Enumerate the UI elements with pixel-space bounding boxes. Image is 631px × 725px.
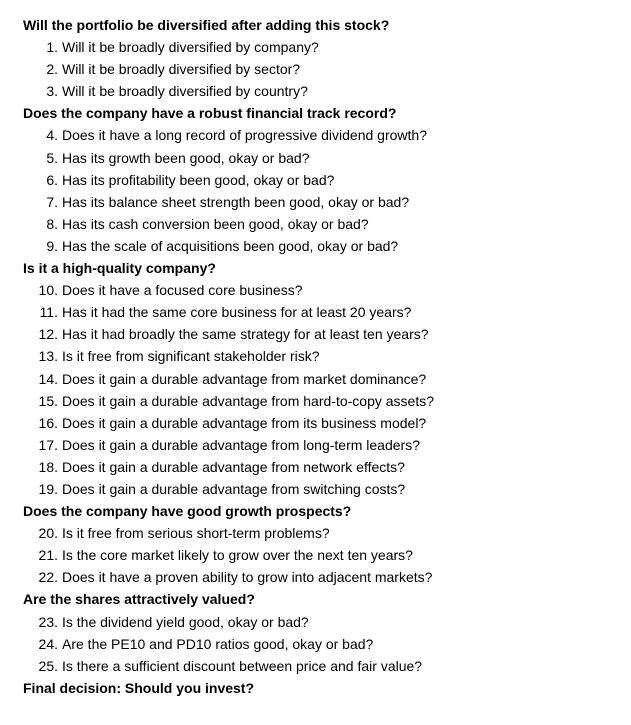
question-number: 1.: [46, 39, 58, 56]
question-item: [23, 412, 631, 434]
question-list: [23, 522, 631, 588]
question-text: Has it had broadly the same strategy for at least ten years?: [62, 326, 429, 343]
section-heading: Are the shares attractively valued?: [23, 591, 255, 608]
question-number: 8.: [46, 215, 58, 232]
question-text: Has its growth been good, okay or bad?: [62, 149, 310, 166]
question-list: [23, 36, 631, 102]
question-text: Does it have a focused core business?: [62, 282, 303, 299]
question-item: [23, 456, 631, 478]
question-text: Will it be broadly diversified by company?: [62, 39, 319, 56]
question-item: [23, 301, 631, 323]
question-item: [23, 191, 631, 213]
question-text: Does it gain a durable advantage from network effects?: [62, 458, 405, 475]
question-item: [23, 478, 631, 500]
question-text: Does it gain a durable advantage from its business model?: [62, 414, 427, 431]
question-item: [23, 345, 631, 367]
question-text: Does it gain a durable advantage from hard-to-copy assets?: [62, 392, 434, 409]
section-company-quality: [23, 257, 631, 500]
question-item: [23, 58, 631, 80]
question-text: Has its balance sheet strength been good, okay or bad?: [62, 193, 410, 210]
question-text: Is it free from significant stakeholder risk?: [62, 348, 320, 365]
question-text: Does it gain a durable advantage from market dominance?: [62, 370, 427, 387]
question-text: Does it gain a durable advantage from switching costs?: [62, 480, 406, 497]
final-decision-heading: Final decision: Should you invest?: [23, 679, 255, 696]
question-list: [23, 611, 631, 677]
question-number: 25.: [38, 657, 58, 674]
question-item: [23, 633, 631, 655]
question-number: 10.: [38, 282, 58, 299]
question-number: 16.: [38, 414, 58, 431]
question-number: 18.: [38, 458, 58, 475]
question-number: 19.: [38, 480, 58, 497]
question-text: Will it be broadly diversified by sector?: [62, 61, 301, 78]
question-item: [23, 213, 631, 235]
question-item: [23, 611, 631, 633]
question-number: 5.: [46, 149, 58, 166]
question-number: 4.: [46, 127, 58, 144]
question-item: [23, 124, 631, 146]
question-text: Is the core market likely to grow over the next ten years?: [62, 547, 413, 564]
question-item: [23, 36, 631, 58]
section-heading: Does the company have a robust financial track record?: [23, 105, 397, 122]
question-number: 12.: [38, 326, 58, 343]
question-item: [23, 147, 631, 169]
section-heading: Is it a high-quality company?: [23, 260, 216, 277]
question-text: Does it have a proven ability to grow into adjacent markets?: [62, 569, 433, 586]
question-text: Does it have a long record of progressive dividend growth?: [62, 127, 427, 144]
question-item: [23, 368, 631, 390]
question-text: Are the PE10 and PD10 ratios good, okay or bad?: [62, 635, 374, 652]
question-item: [23, 544, 631, 566]
section-heading: Does the company have good growth prospects?: [23, 503, 352, 520]
section-diversification: [23, 14, 631, 102]
question-number: 21.: [38, 547, 58, 564]
question-text: Has its profitability been good, okay or bad?: [62, 171, 335, 188]
question-number: 2.: [46, 61, 58, 78]
question-number: 13.: [38, 348, 58, 365]
question-number: 3.: [46, 83, 58, 100]
question-item: [23, 323, 631, 345]
question-text: Does it gain a durable advantage from long-term leaders?: [62, 436, 420, 453]
section-valuation: [23, 588, 631, 676]
question-item: [23, 566, 631, 588]
question-item: [23, 235, 631, 257]
question-number: 11.: [39, 304, 58, 321]
question-number: 17.: [38, 436, 58, 453]
question-item: [23, 169, 631, 191]
question-number: 24.: [38, 635, 58, 652]
section-final-decision: [23, 677, 631, 699]
question-number: 15.: [38, 392, 58, 409]
question-number: 20.: [38, 525, 58, 542]
question-number: 14.: [38, 370, 58, 387]
question-text: Has it had the same core business for at least 20 years?: [62, 304, 412, 321]
question-text: Is the dividend yield good, okay or bad?: [62, 613, 309, 630]
question-list: [23, 124, 631, 257]
question-item: [23, 390, 631, 412]
question-list: [23, 279, 631, 500]
question-text: Is it free from serious short-term problems?: [62, 525, 330, 542]
question-number: 9.: [46, 237, 58, 254]
section-growth-prospects: [23, 500, 631, 588]
question-item: [23, 80, 631, 102]
question-text: Has its cash conversion been good, okay or bad?: [62, 215, 369, 232]
question-text: Is there a sufficient discount between price and fair value?: [62, 657, 423, 674]
question-number: 7.: [46, 193, 58, 210]
section-heading: Will the portfolio be diversified after adding this stock?: [23, 17, 390, 33]
question-text: Has the scale of acquisitions been good, okay or bad?: [62, 237, 399, 254]
question-item: [23, 655, 631, 677]
section-financial-track-record: [23, 102, 631, 257]
question-item: [23, 522, 631, 544]
question-item: [23, 279, 631, 301]
question-item: [23, 434, 631, 456]
question-number: 22.: [38, 569, 58, 586]
question-text: Will it be broadly diversified by country?: [62, 83, 308, 100]
question-number: 6.: [46, 171, 58, 188]
question-number: 23.: [38, 613, 58, 630]
